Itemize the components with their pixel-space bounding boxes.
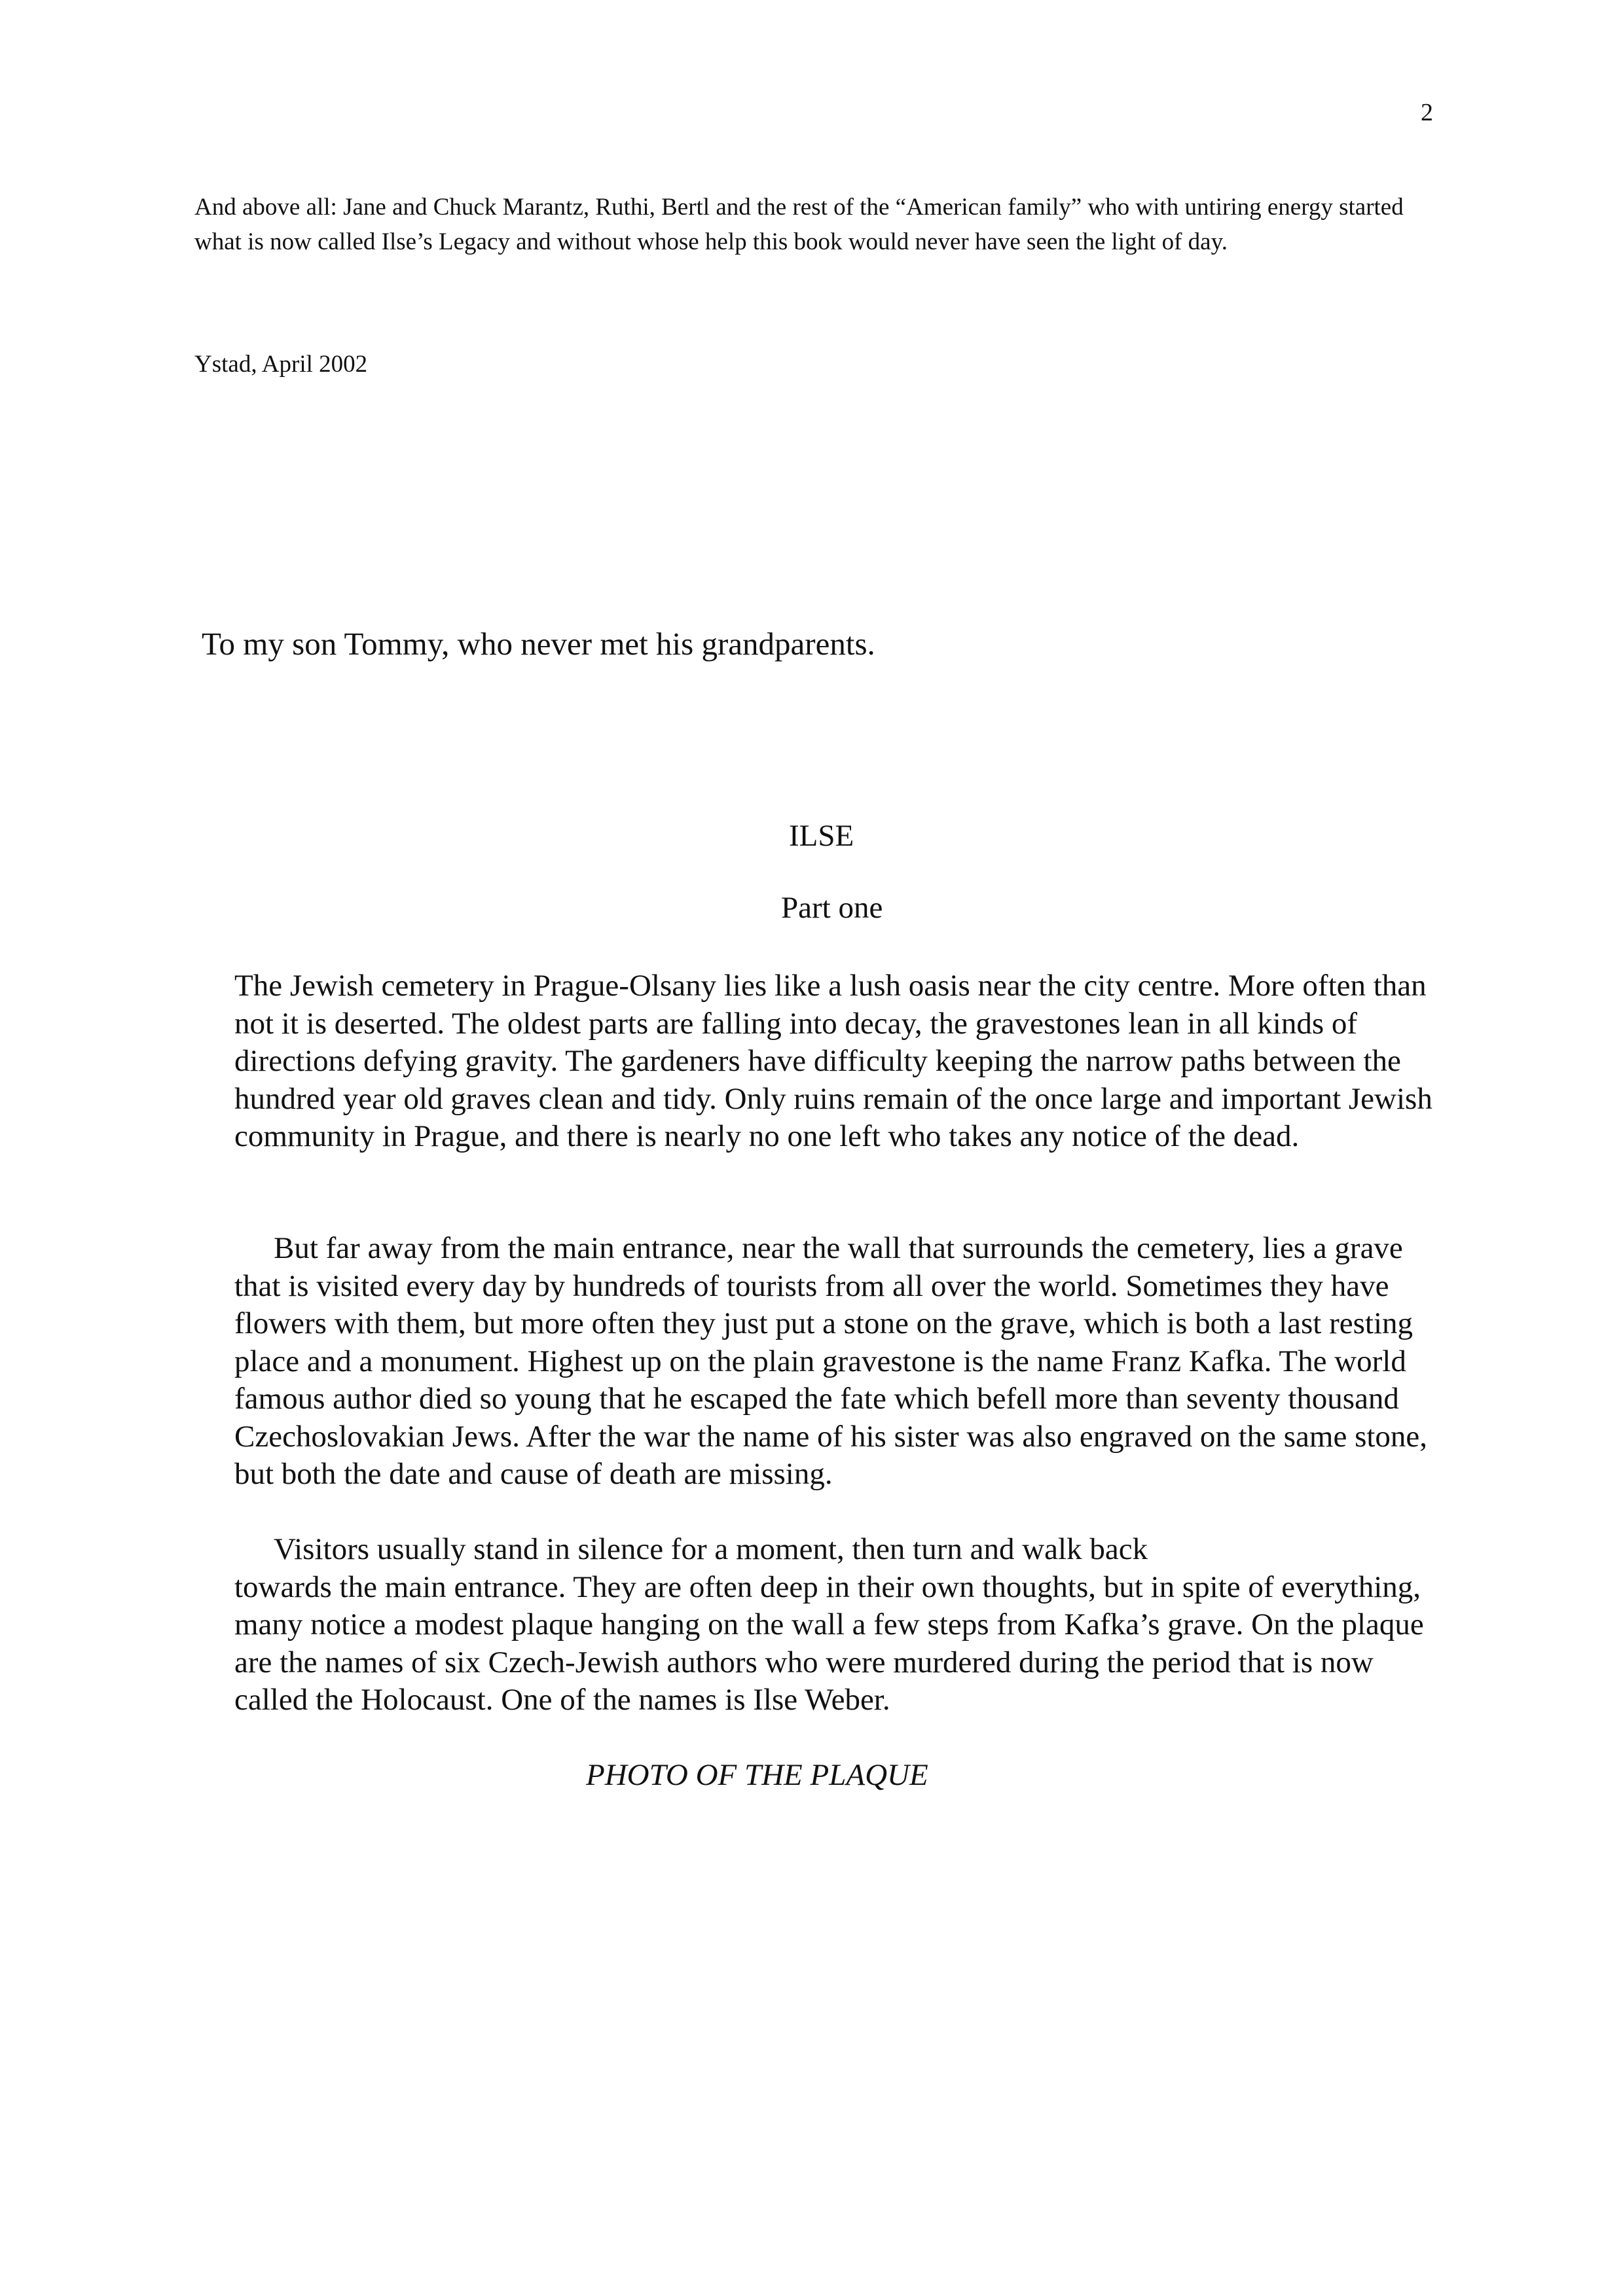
body-paragraph-3-rest: towards the main entrance. They are often deep in their own thoughts, but in spite of everything, many notice a modest plaque hanging on the wall a few steps from Kafka’s grave. On the plaque are the names of six Czech-Jewish authors who were murdered during the period that is now called the Holocaust. One of the names is Ilse Weber. [234, 1570, 1424, 1717]
dedication: To my son Tommy, who never met his grandparents. [202, 626, 875, 662]
body-paragraph-3-first-line: Visitors usually stand in silence for a moment, then turn and walk back [274, 1532, 1148, 1566]
photo-caption: PHOTO OF THE PLAQUE [586, 1758, 928, 1792]
acknowledgement-paragraph: And above all: Jane and Chuck Marantz, Ruthi, Bertl and the rest of the “American family” who with untiring energy started what is now called Ilse’s Legacy and without whose help this book would never have seen the light of day. [194, 194, 1404, 255]
body-paragraph-1: The Jewish cemetery in Prague-Olsany lies like a lush oasis near the city centre. More often than not it is deserted. The oldest parts are falling into decay, the gravestones lean in all kinds of directions defying gravity. The gardeners have difficulty keeping the narrow paths between the hundred year old graves clean and tidy. Only ruins remain of the once large and important Jewish community in Prague, and there is nearly no one left who takes any notice of the dead. [234, 969, 1432, 1153]
body-paragraph-3 [234, 1531, 1452, 1719]
chapter-title: ILSE [789, 819, 854, 853]
part-heading: Part one [781, 891, 883, 925]
page-number: 2 [1421, 99, 1433, 126]
body-paragraph-2: But far away from the main entrance, near the wall that surrounds the cemetery, lies a grave that is visited every day by hundreds of tourists from all over the world. Sometimes they have flowers with them, but more often they just put a stone on the grave, which is both a last resting place and a monument. Highest up on the plain gravestone is the name Franz Kafka. The world famous author died so young that he escaped the fate which befell more than seventy thousand Czechoslovakian Jews. After the war the name of his sister was also engraved on the same stone, but both the date and cause of death are missing. [234, 1231, 1428, 1491]
place-date: Ystad, April 2002 [194, 351, 368, 378]
